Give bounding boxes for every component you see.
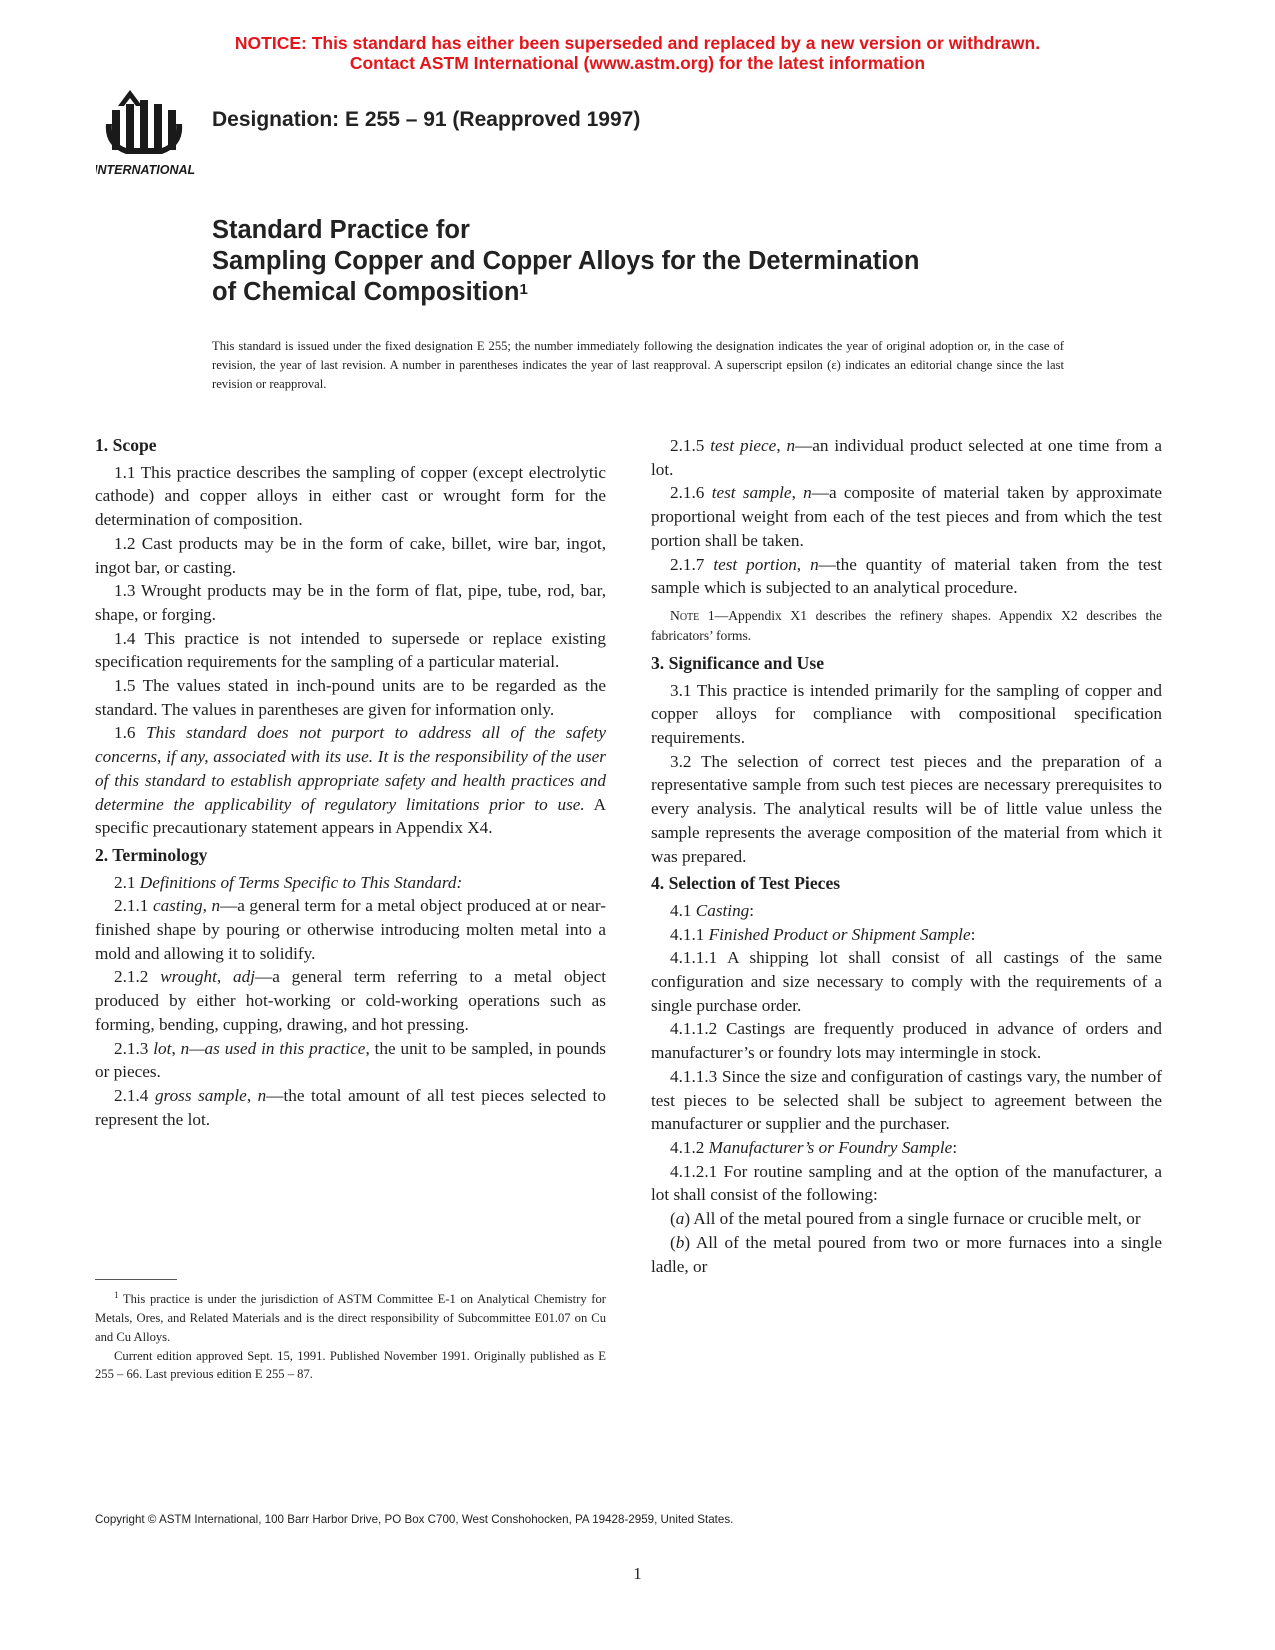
- para-1-6-rest: A specific precautionary statement appears in Appendix X4.: [95, 794, 606, 838]
- para-italic: Finished Product or Shipment Sample: [708, 924, 971, 944]
- list-paren: ): [684, 1209, 691, 1229]
- para-3-2: 3.2 The selection of correct test pieces and the preparation of a representative sample from such test pieces are necessary prerequisites to every analysis. The analytical results will be of little value unless the sample represents the average composition of the material from which it was prepared.: [651, 751, 1162, 866]
- section-1-heading: 1. Scope: [95, 435, 157, 455]
- para-4-1-2-1: 4.1.2.1 For routine sampling and at the option of the manufacturer, a lot shall consist of the following:: [651, 1161, 1162, 1205]
- def-sep: ,: [216, 967, 234, 987]
- para-rest: :: [970, 924, 976, 944]
- list-text: All of the metal poured from a single furnace or crucible melt, or: [690, 1209, 1141, 1229]
- para-1-3: 1.3 Wrought products may be in the form of flat, pipe, tube, rod, bar, shape, or forging.: [95, 581, 606, 624]
- para-b: [651, 1231, 1162, 1278]
- def-term: lot: [153, 1038, 172, 1058]
- para-2-1-5: [651, 434, 1162, 481]
- def-text: —a general term for a metal object produced at or near-finished shape by pouring or otherwise introducing molten metal into a mold and allowing it to solidify.: [95, 896, 606, 963]
- def-sep: ,: [202, 896, 212, 916]
- title-line-1: Standard Practice for: [212, 216, 470, 244]
- title-line-3: [212, 277, 919, 308]
- para-italic: Casting: [695, 900, 750, 920]
- para-4-1-1-3: 4.1.1.3 Since the size and configuration of castings vary, the number of test pieces to be selected shall be subject to agreement between the manufacturer or supplier and the purchaser.: [651, 1066, 1162, 1134]
- def-term: gross sample: [154, 1085, 247, 1105]
- def-term: wrought: [160, 967, 217, 987]
- para-1-6-num: 1.6: [114, 723, 146, 743]
- designation: Designation: E 255 – 91 (Reapproved 1997): [212, 108, 641, 131]
- right-column: [651, 434, 1162, 1278]
- para-a: [651, 1207, 1162, 1231]
- def-pos: n—as used in this practice: [180, 1038, 366, 1058]
- title-line-2: Sampling Copper and Copper Alloys for the Determination: [212, 247, 920, 275]
- section-2-heading: 2. Terminology: [95, 844, 208, 865]
- footnote-1: [95, 1286, 606, 1347]
- para-4-1-1-1: 4.1.1.1 A shipping lot shall consist of all castings of the same configuration and size necessary to comply with the requirements of a single purchase order.: [651, 948, 1162, 1015]
- para-4-1: [651, 899, 1162, 923]
- def-text: —the quantity of material taken from the test sample which is subjected to an analytical procedure.: [651, 554, 1163, 598]
- def-num: 2.1.2: [114, 967, 161, 987]
- logo-text: INTERNATIONAL: [96, 163, 196, 177]
- def-term: casting: [152, 896, 203, 916]
- note-1: [651, 606, 1162, 646]
- title-line-3-text: of Chemical Composition: [212, 278, 520, 306]
- def-sep: ,: [796, 554, 811, 574]
- def-sep: ,: [791, 483, 804, 503]
- para-1-6: [95, 721, 606, 840]
- def-num: 2.1.7: [670, 554, 714, 574]
- para-1-2: 1.2 Cast products may be in the form of cake, billet, wire bar, ingot, ingot bar, or casting.: [95, 533, 606, 577]
- para-num: 4.1.1: [670, 924, 709, 944]
- def-text: —an individual product selected at one time from a lot.: [651, 436, 1163, 479]
- list-letter: a: [675, 1209, 685, 1229]
- para-2-1-7: [651, 553, 1162, 600]
- para-1-6-safety: This standard does not purport to address all of the safety concerns, if any, associated with its use. It is the responsibility of the user of this standard to establish appropriate safety and health practices and determine the applicability of regulatory limitations prior to use.: [95, 723, 607, 814]
- para-4-1-1-2: 4.1.1.2 Castings are frequently produced in advance of orders and manufacturer’s or foundry lots may intermingle in stock.: [651, 1019, 1162, 1063]
- def-pos: n: [803, 483, 812, 503]
- def-pos: adj: [233, 967, 255, 987]
- def-num: 2.1.3: [114, 1038, 154, 1058]
- para-2-1-text: Definitions of Terms Specific to This Standard:: [139, 872, 463, 892]
- def-term: test sample: [711, 483, 792, 503]
- def-num: 2.1.1: [114, 896, 153, 916]
- copyright-line: Copyright © ASTM International, 100 Barr Harbor Drive, PO Box C700, West Conshohocken, PA 19428-2959, United States.: [95, 1513, 734, 1526]
- para-italic: Manufacturer’s or Foundry Sample: [708, 1137, 953, 1157]
- list-text: All of the metal poured from two or more furnaces into a single ladle, or: [651, 1232, 1162, 1276]
- list-paren: (: [670, 1232, 676, 1252]
- para-2-1: [95, 871, 606, 895]
- def-term: test portion: [713, 554, 797, 574]
- def-num: 2.1.6: [670, 483, 712, 503]
- def-text: —a composite of material taken by approximate proportional weight from each of the test pieces and from which the test portion shall be taken.: [651, 483, 1163, 550]
- def-sep: ,: [246, 1085, 258, 1105]
- def-pos: n: [211, 896, 221, 916]
- astm-international-logo-icon: [96, 84, 200, 180]
- section-4-heading: 4. Selection of Test Pieces: [651, 873, 841, 894]
- issuance-statement: This standard is issued under the fixed designation E 255; the number immediately following the designation indicates the year of original adoption or, in the case of revision, the year of last revision. A number in parentheses indicates the year of last reapproval. A superscript epsilon (ε) indicates an editorial change since the last revision or reapproval.: [212, 339, 1064, 391]
- def-pos: n: [810, 554, 819, 574]
- para-rest: :: [749, 900, 755, 920]
- notice-line-2: Contact ASTM International (www.astm.org) for the latest information: [349, 53, 926, 73]
- def-text: , the unit to be sampled, in pounds or pieces.: [95, 1038, 606, 1082]
- left-column: [95, 434, 606, 1131]
- def-text: —the total amount of all test pieces selected to represent the lot.: [95, 1085, 607, 1129]
- page-number: 1: [633, 1564, 642, 1583]
- para-num: 4.1: [670, 900, 696, 920]
- para-2-1-4: [95, 1084, 606, 1131]
- para-rest: :: [952, 1137, 958, 1157]
- footnote-1-mark: 1: [114, 1290, 119, 1300]
- note-1-label: Note: [670, 607, 700, 623]
- para-4-1-1: [651, 923, 1162, 947]
- def-sep: ,: [776, 436, 787, 455]
- para-2-1-6: [651, 481, 1162, 552]
- def-term: test piece: [710, 436, 777, 455]
- para-2-1-1: [95, 894, 606, 965]
- document-title: [212, 215, 919, 308]
- def-text: —a general term referring to a metal object produced by either hot-working or cold-working operations such as forming, bending, cupping, drawing, and hot pressing.: [95, 967, 607, 1034]
- para-1-1: 1.1 This practice describes the sampling of copper (except electrolytic cathode) and copper alloys in either cast or wrought form for the determination of composition.: [95, 462, 606, 530]
- notice-line-1: NOTICE: This standard has either been superseded and replaced by a new version or withdrawn.: [234, 33, 1041, 53]
- section-3-heading: 3. Significance and Use: [651, 652, 825, 673]
- para-2-1-num: 2.1: [114, 872, 140, 892]
- para-2-1-2: [95, 965, 606, 1036]
- note-1-text: 1—Appendix X1 describes the refinery shapes. Appendix X2 describes the fabricators’ forms.: [651, 607, 1162, 643]
- footnote-1-continued: Current edition approved Sept. 15, 1991. Published November 1991. Originally published as E 255 – 66. Last previous edition E 255 – 87.: [95, 1348, 606, 1382]
- list-paren: ): [684, 1232, 691, 1252]
- list-paren: (: [670, 1209, 676, 1229]
- title-footnote-ref: 1: [519, 281, 528, 298]
- def-pos: n: [257, 1085, 267, 1105]
- para-4-1-2: [651, 1136, 1162, 1160]
- def-num: 2.1.5: [670, 436, 711, 455]
- para-num: 4.1.2: [670, 1137, 709, 1157]
- para-1-4: 1.4 This practice is not intended to supersede or replace existing specification requirements for the sampling of a particular material.: [95, 628, 606, 672]
- footnotes: [95, 1279, 606, 1384]
- footnote-rule: [95, 1279, 177, 1280]
- para-2-1-3: [95, 1037, 606, 1084]
- supersession-notice: [0, 33, 1275, 73]
- def-sep: ,: [171, 1038, 181, 1058]
- footnote-1-text: This practice is under the jurisdiction of ASTM Committee E-1 on Analytical Chemistry for Metals, Ores, and Related Materials and is the direct responsibility of Subcommittee E01.07 on Cu and Cu Alloys.: [95, 1292, 606, 1344]
- def-pos: n: [786, 436, 796, 455]
- list-letter: b: [675, 1232, 685, 1252]
- para-1-5: 1.5 The values stated in inch-pound units are to be regarded as the standard. The values in parentheses are given for information only.: [95, 676, 606, 719]
- def-num: 2.1.4: [114, 1085, 155, 1105]
- para-3-1: 3.1 This practice is intended primarily for the sampling of copper and copper alloys for compliance with compositional specification requirements.: [651, 680, 1162, 748]
